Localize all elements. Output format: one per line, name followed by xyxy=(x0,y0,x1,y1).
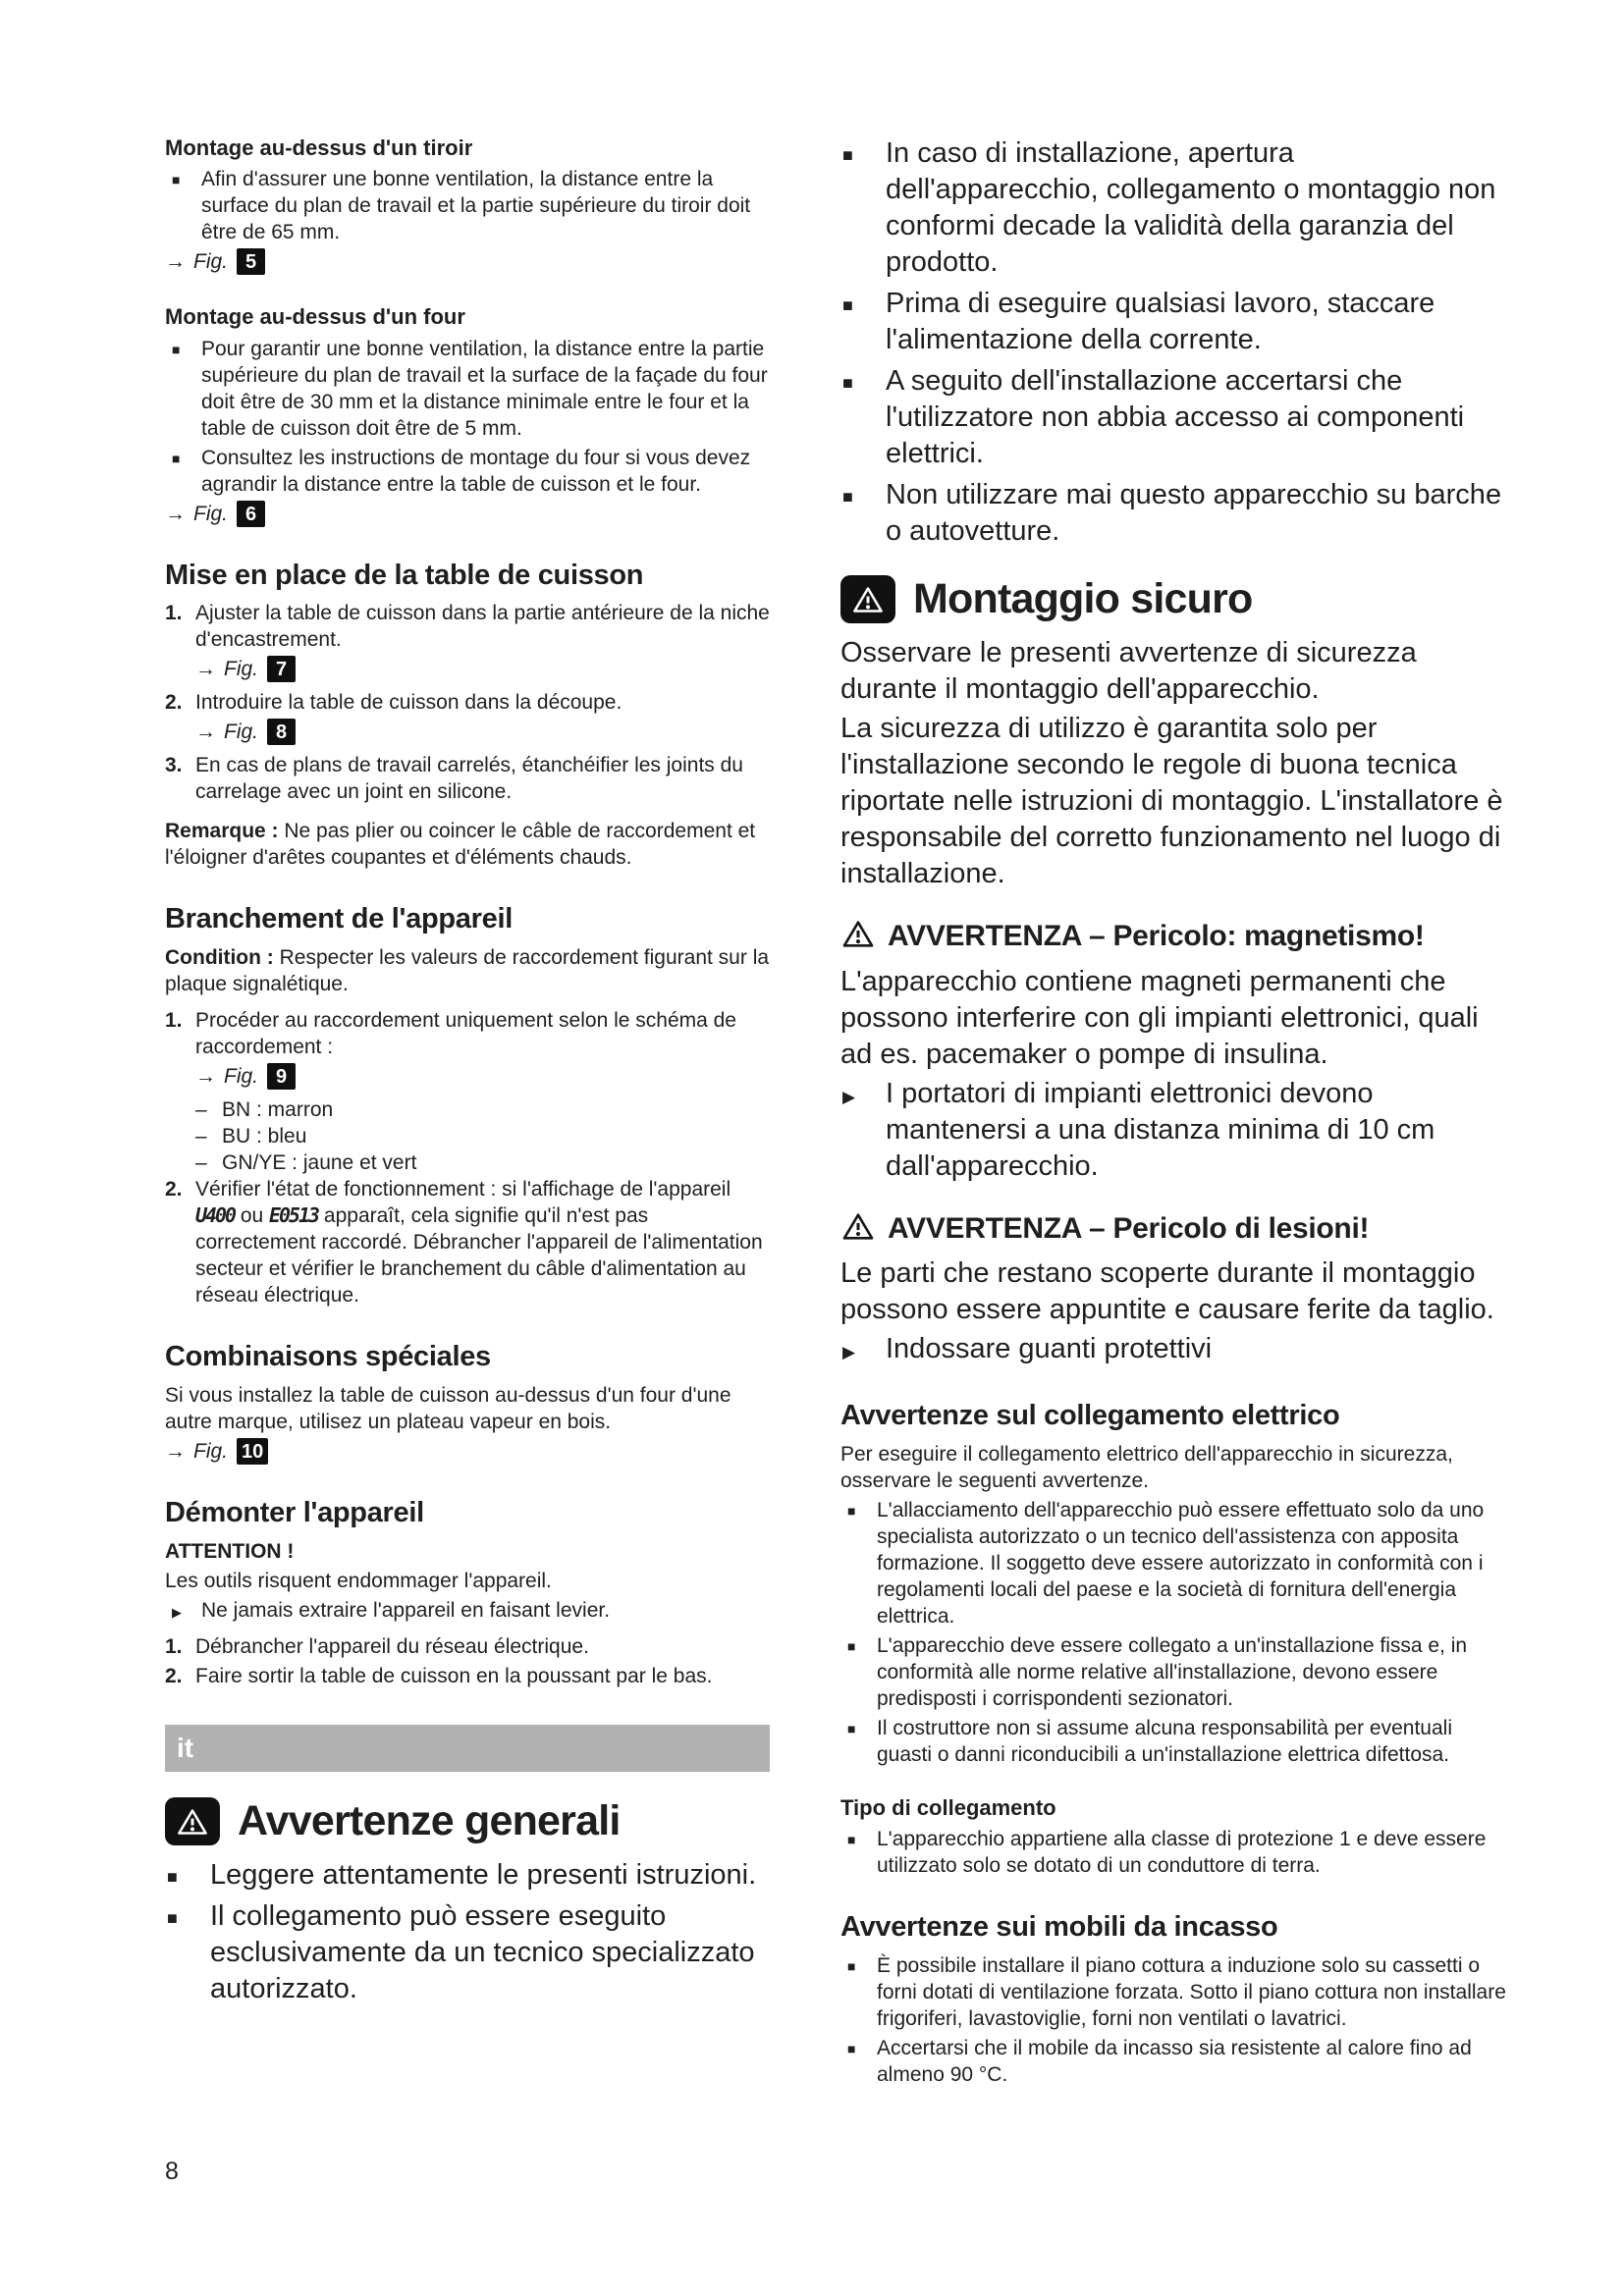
section-montage-four xyxy=(165,304,770,526)
square-bullet-icon: ■ xyxy=(167,1908,178,1929)
list-item-text: Il collegamento può essere eseguito esclusivamente da un tecnico specializzato autorizzato. xyxy=(210,1900,755,2005)
warning-title xyxy=(840,1210,1506,1252)
square-bullet-icon: ■ xyxy=(847,1502,856,1519)
numbered-step xyxy=(165,1007,770,1060)
paragraph: Le parti che restano scoperte durante il montaggio possono essere appuntite e causare ferite da taglio. xyxy=(840,1257,1494,1325)
square-bullet-icon: ■ xyxy=(847,1720,856,1736)
list-item xyxy=(165,1898,770,2007)
wire-color-text: GN/YE : jaune et vert xyxy=(222,1151,417,1175)
dash-icon: – xyxy=(195,1151,207,1175)
warning-icon xyxy=(840,575,895,623)
section-title: Mise en place de la table de cuisson xyxy=(165,559,644,591)
list-item xyxy=(840,1632,1506,1712)
square-bullet-icon: ■ xyxy=(842,373,853,393)
square-bullet-icon: ■ xyxy=(842,145,853,165)
step-text: Débrancher l'appareil du réseau électrique. xyxy=(195,1635,589,1659)
section-montage-tiroir xyxy=(165,135,770,275)
section-title: Branchement de l'appareil xyxy=(165,903,513,935)
square-bullet-icon: ■ xyxy=(847,1832,856,1848)
figure-label: Fig. xyxy=(224,1065,259,1089)
section-combinaisons xyxy=(165,1342,770,1465)
section-collegamento-elettrico xyxy=(840,1401,1506,1768)
arrow-right-icon: → xyxy=(195,1065,216,1089)
list-item-text: Leggere attentamente le presenti istruzioni. xyxy=(210,1859,757,1892)
section-title: Avvertenze sui mobili da incasso xyxy=(840,1911,1278,1944)
language-band-label: it xyxy=(177,1733,194,1764)
left-column xyxy=(165,135,770,2012)
list-item-text: Prima di eseguire qualsiasi lavoro, staccare l'alimentazione della corrente. xyxy=(886,288,1435,355)
note-paragraph xyxy=(165,818,770,871)
condition-paragraph xyxy=(165,944,770,997)
figure-reference xyxy=(195,1063,770,1090)
square-bullet-icon: ■ xyxy=(167,1867,178,1888)
note-text: Ne pas plier ou coincer le câble de raccordement et l'éloigner d'arêtes coupantes et d'éléments chauds. xyxy=(165,820,756,870)
chapter-title xyxy=(840,575,1506,623)
square-bullet-icon: ■ xyxy=(172,450,181,466)
figure-label: Fig. xyxy=(193,502,229,525)
step-text: ou xyxy=(235,1204,270,1228)
section-mobili-incasso xyxy=(840,1912,1506,2088)
square-bullet-icon: ■ xyxy=(847,1958,856,1975)
list-item-text: Accertarsi che il mobile da incasso sia resistente al calore fino ad almeno 90 °C. xyxy=(877,2037,1472,2087)
section-title: Tipo di collegamento xyxy=(840,1794,1056,1820)
warning-title-text: AVVERTENZA – Pericolo: magnetismo! xyxy=(888,920,1425,952)
condition-text: Respecter les valeurs de raccordement figurant sur la plaque signalétique. xyxy=(165,946,770,996)
section-title: Montage au-dessus d'un four xyxy=(165,304,465,330)
list-item-text: È possibile installare il piano cottura a induzione solo su cassetti o forni dotati di ventilazione forzata. Sotto il piano cottura non installare frigoriferi, lavastoviglie, forni non ventilati o lavatrici. xyxy=(877,1954,1506,2031)
list-item-text: Non utilizzare mai questo apparecchio su barche o autovetture. xyxy=(886,479,1502,547)
condition-label: Condition : xyxy=(165,946,274,970)
warning-title-text: AVVERTENZA – Pericolo di lesioni! xyxy=(888,1211,1370,1245)
arrow-right-icon: → xyxy=(165,502,186,525)
square-bullet-icon: ■ xyxy=(172,341,181,357)
note-label: Remarque : xyxy=(165,820,279,843)
square-bullet-icon: ■ xyxy=(172,172,181,188)
wire-color-item xyxy=(195,1096,770,1123)
figure-number-badge: 8 xyxy=(267,719,296,745)
list-item-text: Il costruttore non si assume alcuna responsabilità per eventuali guasti o danni riconducibili a un'installazione elettrica difettosa. xyxy=(877,1716,1452,1766)
step-number: 2. xyxy=(165,691,183,715)
paragraph: La sicurezza di utilizzo è garantita solo per l'installazione secondo le regole di buona tecnica riportate nelle istruzioni di montaggio. L'installatore è responsabile del corretto funzionamento nel luogo di installazione. xyxy=(840,713,1503,889)
list-item xyxy=(840,2035,1506,2088)
action-text: Indossare guanti protettivi xyxy=(886,1333,1213,1364)
list-item xyxy=(165,166,770,245)
section-title: Combinaisons spéciales xyxy=(165,1341,491,1373)
list-item xyxy=(840,286,1506,358)
figure-number-badge: 6 xyxy=(237,501,265,527)
figure-label: Fig. xyxy=(193,250,229,274)
list-item-text: L'apparecchio deve essere collegato a un'installazione fissa e, in conformità alle norme relative all'installazione, devono essere predisposti i corrispondenti sezionatori. xyxy=(877,1633,1468,1710)
step-text: En cas de plans de travail carrelés, étanchéifier les joints du carrelage avec un joint en silicone. xyxy=(195,754,743,804)
list-item-text: Consultez les instructions de montage du four si vous devez agrandir la distance entre la table de cuisson et le four. xyxy=(201,446,751,496)
list-item-text: A seguito dell'installazione accertarsi che l'utilizzatore non abbia accesso ai componenti elettrici. xyxy=(886,365,1465,469)
list-item xyxy=(840,1497,1506,1629)
figure-number-badge: 9 xyxy=(267,1063,296,1090)
list-item xyxy=(165,336,770,442)
page-number: 8 xyxy=(165,2158,179,2185)
list-item-text: L'apparecchio appartiene alla classe di protezione 1 e deve essere utilizzato solo se dotato di un conduttore di terra. xyxy=(877,1828,1487,1878)
warning-triangle-icon xyxy=(840,1210,876,1252)
figure-label: Fig. xyxy=(224,658,259,681)
action-item xyxy=(840,1331,1506,1367)
list-item xyxy=(840,1826,1506,1879)
list-item xyxy=(165,1857,770,1894)
warning-icon xyxy=(165,1797,220,1845)
list-item xyxy=(840,135,1506,281)
paragraph: Les outils risquent endommager l'appareil. xyxy=(165,1570,552,1593)
wire-color-text: BN : marron xyxy=(222,1098,334,1122)
list-item-text: Afin d'assurer une bonne ventilation, la distance entre la surface du plan de travail et la partie supérieure du tiroir doit être de 65 mm. xyxy=(201,168,751,244)
paragraph: L'apparecchio contiene magneti permanenti che possono interferire con gli impianti elettronici, quali ad es. pacemaker o pompe di insulina. xyxy=(840,965,1479,1070)
wire-color-text: BU : bleu xyxy=(222,1125,307,1148)
warning-title xyxy=(840,918,1506,959)
arrow-right-icon: → xyxy=(165,1440,186,1464)
wire-color-item xyxy=(195,1123,770,1149)
figure-label: Fig. xyxy=(224,721,259,744)
step-number: 2. xyxy=(165,1665,183,1688)
step-number: 1. xyxy=(165,1635,183,1659)
figure-reference xyxy=(165,501,770,527)
section-general-warnings-continued xyxy=(840,135,1506,550)
square-bullet-icon: ■ xyxy=(847,2041,856,2057)
square-bullet-icon: ■ xyxy=(842,295,853,315)
wire-color-item xyxy=(195,1149,770,1176)
paragraph: Osservare le presenti avvertenze di sicurezza durante il montaggio dell'apparecchio. xyxy=(840,637,1417,705)
figure-number-badge: 5 xyxy=(237,248,265,275)
warning-block-magnetismo xyxy=(840,918,1506,1185)
section-mise-en-place xyxy=(165,561,770,872)
section-montaggio-sicuro xyxy=(840,575,1506,892)
dash-icon: – xyxy=(195,1098,207,1122)
step-text: Procéder au raccordement uniquement selon le schéma de raccordement : xyxy=(195,1009,736,1059)
action-text: I portatori di impianti elettronici devono mantenersi a una distanza minima di 10 cm dall'apparecchio. xyxy=(886,1077,1435,1182)
step-number: 2. xyxy=(165,1178,183,1201)
triangle-bullet-icon: ▶ xyxy=(842,1343,856,1362)
step-text: Faire sortir la table de cuisson en la poussant par le bas. xyxy=(195,1665,713,1688)
list-item xyxy=(840,477,1506,550)
warning-block-lesioni xyxy=(840,1210,1506,1368)
arrow-right-icon: → xyxy=(165,250,186,274)
chapter-title-text: Montaggio sicuro xyxy=(913,574,1253,622)
numbered-step xyxy=(165,689,770,716)
arrow-right-icon: → xyxy=(195,658,216,681)
figure-reference xyxy=(195,656,770,682)
warning-triangle-icon xyxy=(840,918,876,959)
action-text: Ne jamais extraire l'appareil en faisant levier. xyxy=(201,1599,611,1623)
dash-icon: – xyxy=(195,1125,207,1148)
section-avvertenze-generali xyxy=(165,1797,770,2007)
language-band xyxy=(165,1725,770,1772)
numbered-step xyxy=(165,600,770,653)
chapter-title-text: Avvertenze generali xyxy=(238,1797,621,1845)
step-text: Ajuster la table de cuisson dans la partie antérieure de la niche d'encastrement. xyxy=(195,602,770,652)
numbered-step xyxy=(165,1176,770,1308)
list-item-text: In caso di installazione, apertura dell'apparecchio, collegamento o montaggio non conformi decade la validità della garanzia del prodotto. xyxy=(886,137,1496,278)
figure-label: Fig. xyxy=(193,1440,229,1464)
list-item xyxy=(165,445,770,498)
figure-number-badge: 10 xyxy=(237,1438,268,1465)
paragraph: Per eseguire il collegamento elettrico dell'apparecchio in sicurezza, osservare le seguenti avvertenze. xyxy=(840,1442,1453,1492)
list-item xyxy=(840,363,1506,472)
step-number: 1. xyxy=(165,602,183,625)
figure-reference xyxy=(165,1438,770,1465)
section-title: Montage au-dessus d'un tiroir xyxy=(165,135,473,160)
numbered-step xyxy=(165,1663,770,1689)
chapter-title xyxy=(165,1797,770,1845)
numbered-step xyxy=(165,752,770,805)
square-bullet-icon: ■ xyxy=(842,487,853,507)
paragraph: Si vous installez la table de cuisson au-dessus d'un four d'une autre marque, utilisez un plateau vapeur en bois. xyxy=(165,1384,731,1434)
list-item-text: L'allacciamento dell'apparecchio può essere effettuato solo da uno specialista autorizzato o un tecnico dell'assistenza con apposita formazione. Il soggetto deve essere autorizzato in conformità con i regolamenti locali del paese e la società di fornitura dell'energia elettrica. xyxy=(877,1498,1485,1628)
action-item xyxy=(840,1076,1506,1185)
list-item-text: Pour garantir une bonne ventilation, la distance entre la partie supérieure du plan de travail et la surface de la façade du four doit être de 30 mm et la distance minimale entre le four et la table de cuisson doit être de 5 mm. xyxy=(201,337,768,440)
section-branchement xyxy=(165,904,770,1308)
figure-reference xyxy=(165,248,770,275)
seven-segment-display-text: E0513 xyxy=(269,1203,319,1228)
step-text: Vérifier l'état de fonctionnement : si l'affichage de l'appareil xyxy=(195,1178,731,1201)
seven-segment-display-text: U400 xyxy=(195,1203,236,1228)
arrow-right-icon: → xyxy=(195,721,216,744)
attention-label: ATTENTION ! xyxy=(165,1540,295,1564)
numbered-step xyxy=(165,1633,770,1660)
square-bullet-icon: ■ xyxy=(847,1637,856,1654)
section-title: Avvertenze sul collegamento elettrico xyxy=(840,1400,1340,1431)
step-number: 3. xyxy=(165,754,183,777)
step-text: Introduire la table de cuisson dans la découpe. xyxy=(195,691,623,715)
section-tipo-collegamento xyxy=(840,1795,1506,1879)
list-item xyxy=(840,1952,1506,2032)
step-number: 1. xyxy=(165,1009,183,1033)
action-item xyxy=(165,1597,770,1624)
triangle-bullet-icon: ▶ xyxy=(172,1605,182,1621)
figure-reference xyxy=(195,719,770,745)
figure-number-badge: 7 xyxy=(267,656,296,682)
list-item xyxy=(840,1715,1506,1768)
right-column xyxy=(840,135,1506,2091)
section-title: Démonter l'appareil xyxy=(165,1497,424,1529)
triangle-bullet-icon: ▶ xyxy=(842,1087,856,1106)
step-text: apparaît, cela signifie qu'il n'est pas correctement raccordé. Débrancher l'appareil de l'alimentation secteur et vérifier le branchement du câble d'alimentation au réseau électrique. xyxy=(195,1204,763,1308)
section-demonter xyxy=(165,1498,770,1689)
